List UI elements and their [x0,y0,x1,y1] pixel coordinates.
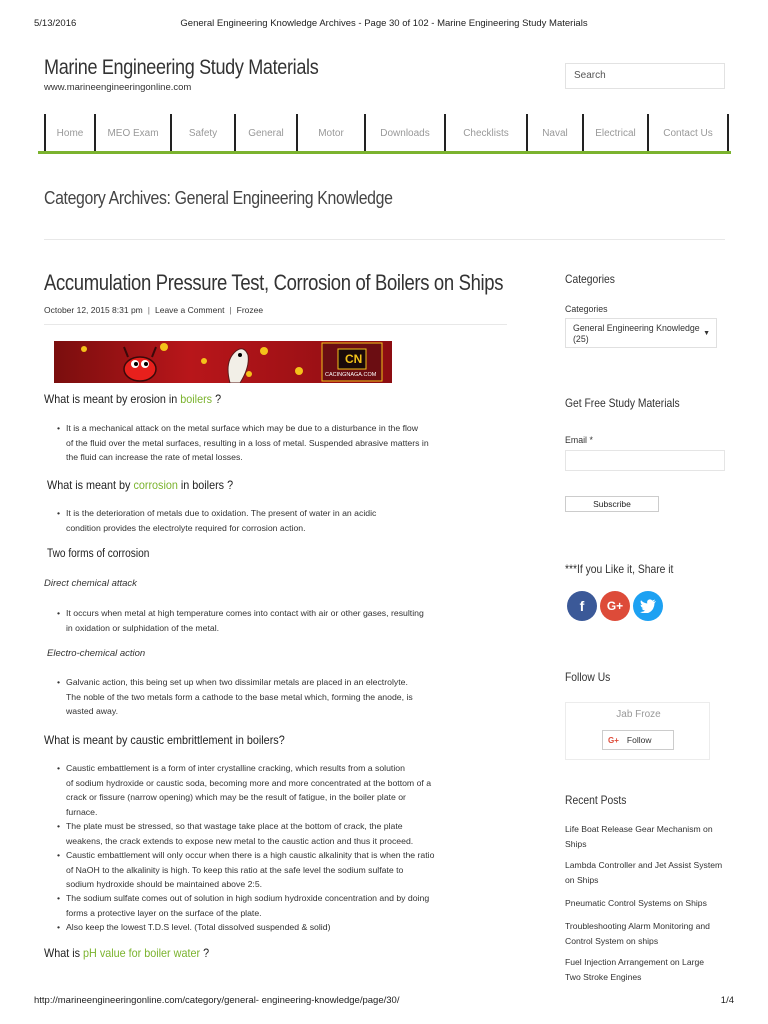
nav-checklists[interactable]: Checklists [444,114,526,151]
ad-logo: CN [345,352,363,366]
question-erosion: What is meant by erosion in boilers ? [44,392,222,406]
ad-text: CACINGNAGA.COM [325,372,377,378]
divider [44,324,507,325]
follow-button[interactable]: G+ Follow [602,730,674,750]
direct-attack-label: Direct chemical attack [44,578,137,589]
nav-contact-us[interactable]: Contact Us [647,114,727,151]
study-heading: Get Free Study Materials [565,396,680,410]
post-meta: October 12, 2015 8:31 pm | Leave a Comment | Frozee [44,305,264,315]
email-label: Email * [565,435,593,445]
archive-title: Category Archives: General Engineering Knowledge [44,188,393,208]
boilers-link[interactable]: boilers [180,392,213,406]
twitter-bird [640,599,656,613]
two-forms-heading: Two forms of corrosion [47,548,150,560]
facebook-icon[interactable]: f [567,591,597,621]
follow-heading: Follow Us [565,670,611,684]
print-date: 5/13/2016 [34,18,77,29]
recent-post-item[interactable]: Fuel Injection Arrangement on Large Two Stroke Engines [565,957,705,982]
recent-post-item[interactable]: Life Boat Release Gear Mechanism on Ships [565,824,713,849]
follow-widget [565,702,710,760]
question-ph: What is pH value for boiler water ? [44,946,210,960]
categories-heading: Categories [565,272,615,286]
main-nav [38,114,731,154]
corrosion-link[interactable]: corrosion [133,478,178,492]
categories-label: Categories [565,304,608,314]
nav-downloads[interactable]: Downloads [364,114,444,151]
category-select[interactable]: General Engineering Knowledge (25) ▼ [565,318,717,348]
nav-general[interactable]: General [234,114,296,151]
site-url[interactable]: www.marineengineeringonline.com [44,82,192,93]
googleplus-icon: G+ [608,736,619,745]
search-input[interactable]: Search [565,63,725,89]
follow-name[interactable]: Jab Froze [616,709,661,720]
recent-post-item[interactable]: Pneumatic Control Systems on Ships [565,898,707,908]
share-heading: ***If you Like it, Share it [565,562,674,576]
recent-posts-heading: Recent Posts [565,793,627,807]
site-title[interactable]: Marine Engineering Study Materials [44,56,319,79]
recent-post-item[interactable]: Troubleshooting Alarm Monitoring and Control System on ships [565,921,710,946]
ad-banner[interactable] [54,341,392,383]
question-corrosion: What is meant by corrosion in boilers ? [47,478,234,492]
nav-electrical[interactable]: Electrical [582,114,647,151]
post-date[interactable]: October 12, 2015 8:31 pm [44,305,143,315]
nav-motor[interactable]: Motor [296,114,364,151]
nav-naval[interactable]: Naval [526,114,582,151]
recent-post-item[interactable]: Lambda Controller and Jet Assist System on Ships [565,860,723,885]
googleplus-icon[interactable]: G+ [600,591,630,621]
email-field[interactable] [565,450,725,471]
nav-home[interactable]: Home [44,114,94,151]
nav-divider [727,114,729,151]
divider [44,239,725,240]
print-header [34,18,734,30]
print-page-number: 1/4 [720,995,734,1006]
subscribe-button[interactable]: Subscribe [565,496,659,512]
twitter-icon[interactable] [633,591,663,621]
ph-link[interactable]: pH value for boiler water [83,946,201,960]
post-author[interactable]: Frozee [236,305,264,315]
nav-meo-exam[interactable]: MEO Exam [94,114,170,151]
nav-safety[interactable]: Safety [170,114,234,151]
post-title[interactable]: Accumulation Pressure Test, Corrosion of Boilers on Ships [44,270,504,295]
print-url: http://marineengineeringonline.com/category/general- engineering-knowledge/page/30/ [34,995,400,1006]
electro-chemical-label: Electro-chemical action [47,648,146,659]
leave-comment-link[interactable]: Leave a Comment [154,305,225,315]
print-title: General Engineering Knowledge Archives - Page 30 of 102 - Marine Engineering Study Materials [180,18,588,29]
chevron-down-icon: ▼ [703,330,710,337]
question-caustic: What is meant by caustic embrittlement in boilers? [44,733,285,747]
